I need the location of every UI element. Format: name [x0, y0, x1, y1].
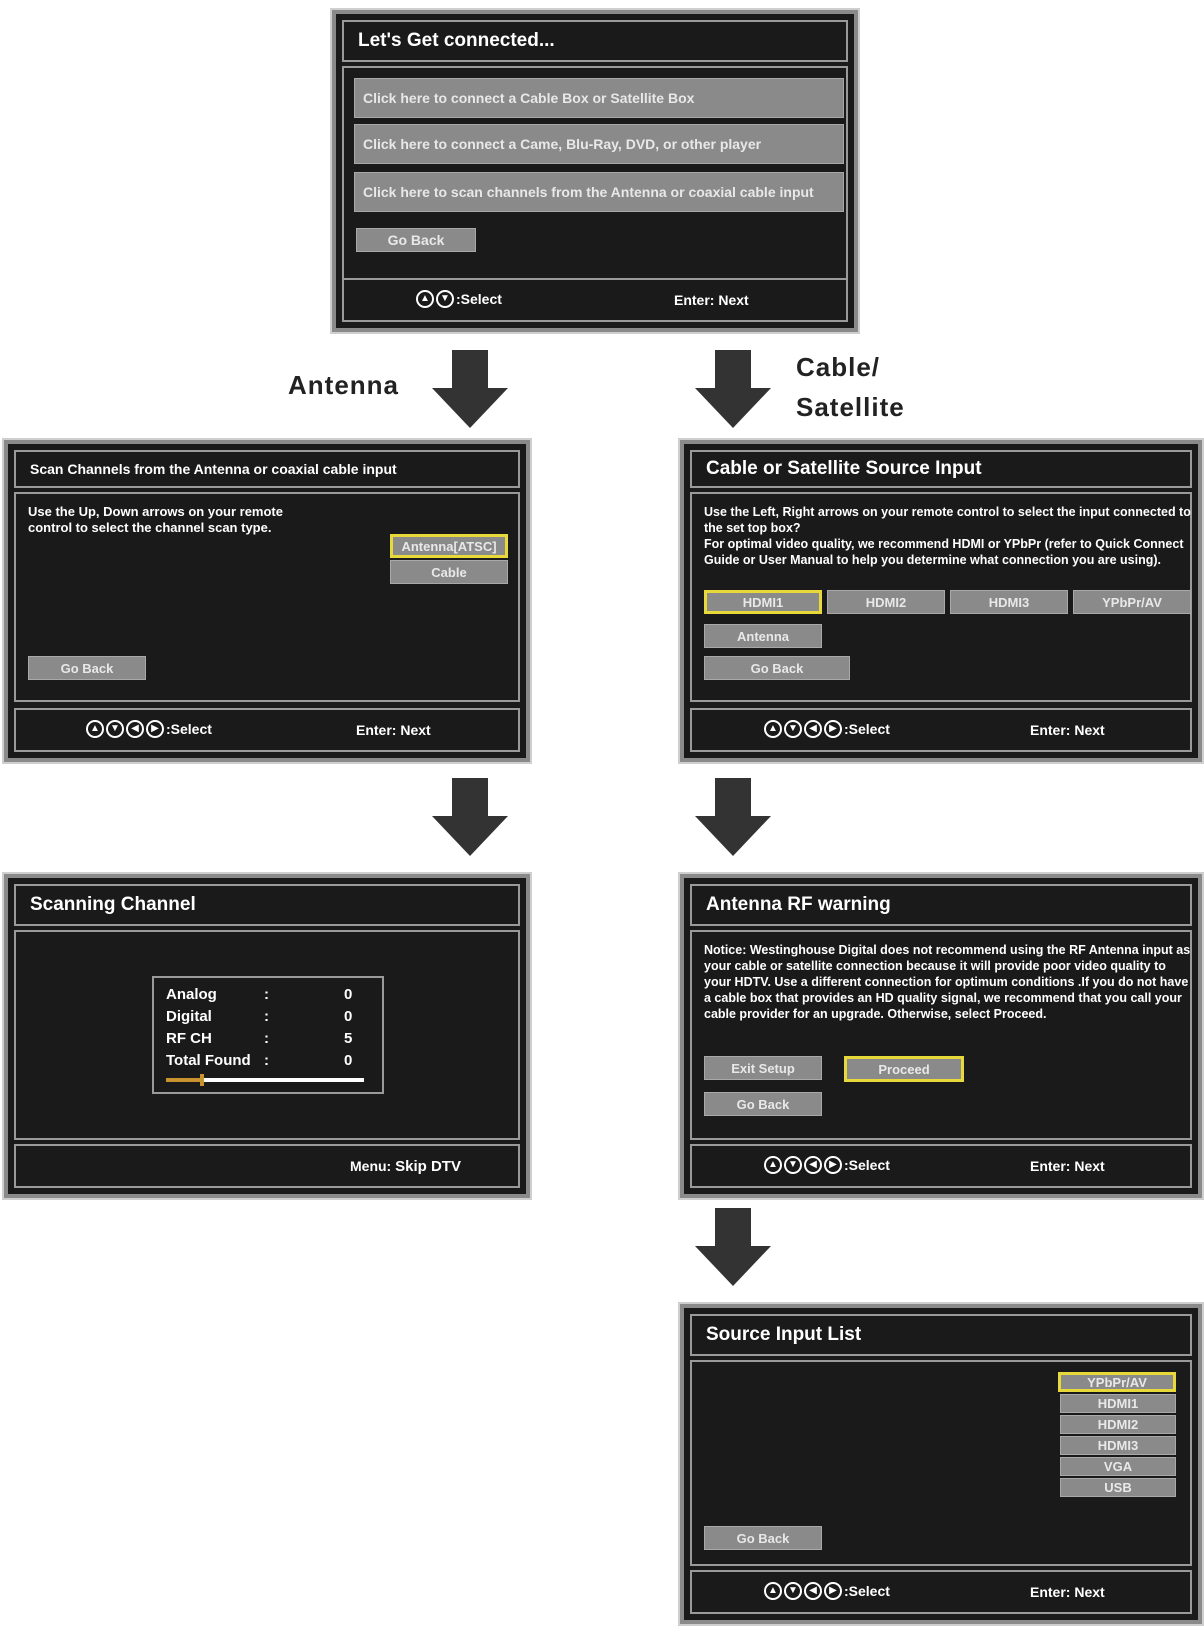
hdmi1-option[interactable]: HDMI1 [704, 590, 822, 614]
up-arrow-icon: ▲ [764, 1582, 782, 1600]
scan-row-label: RF CH [166, 1030, 212, 1047]
up-arrow-icon: ▲ [86, 720, 104, 738]
screen-body [690, 930, 1192, 1140]
screen-footer [14, 1144, 520, 1188]
antenna-atsc-option[interactable]: Antenna[ATSC] [390, 534, 508, 558]
antenna-option[interactable]: Antenna [704, 624, 822, 648]
instructions-text: Use the Up, Down arrows on your remote control to select the channel scan type. [28, 504, 283, 535]
skip-dtv-label: Skip DTV [395, 1158, 461, 1175]
scan-row-label: Analog [166, 986, 217, 1003]
screen-title: Cable or Satellite Source Input [690, 450, 1192, 488]
screen-body [14, 492, 520, 702]
screen-footer [690, 1144, 1192, 1188]
select-hint [416, 290, 502, 308]
notice-text: Notice: Westinghouse Digital does not recommend using the RF Antenna input as your cable or satellite connection because it will provide poor video quality to your HDTV. Use a different connection for optimum conditions .If you do not have a cable box that provides an HD quality signal, we recommend that you call your cable provider for an upgrade. Otherwise, select Proceed. [704, 943, 1191, 1021]
go-back-button[interactable]: Go Back [704, 656, 850, 680]
screen-cable-satellite-source [680, 440, 1202, 762]
connect-cable-box-button[interactable]: Click here to connect a Cable Box or Satellite Box [354, 78, 844, 118]
screen-title: Scan Channels from the Antenna or coaxial cable input [14, 450, 520, 488]
scan-row [166, 1008, 366, 1028]
hdmi2-option[interactable]: HDMI2 [827, 590, 945, 614]
right-arrow-icon: ▶ [146, 720, 164, 738]
left-arrow-icon: ◀ [804, 720, 822, 738]
up-arrow-icon: ▲ [764, 720, 782, 738]
instructions-text-1: Use the Left, Right arrows on your remote control to select the input connected to the set top box? [704, 505, 1191, 535]
cable-label-line1: Cable/ [796, 352, 881, 382]
scan-row-sep: : [264, 1008, 269, 1025]
scan-results-box [152, 976, 384, 1094]
antenna-label: Antenna [288, 370, 399, 400]
scan-row-sep: : [264, 1030, 269, 1047]
scan-row-value: 5 [344, 1030, 353, 1047]
scan-progress-bar [166, 1078, 364, 1082]
scan-row-sep: : [264, 1052, 269, 1069]
arrow-down-cable [693, 350, 773, 430]
screen-body [342, 66, 848, 280]
scan-progress-knob [200, 1074, 204, 1086]
screen-title: Antenna RF warning [690, 884, 1192, 926]
source-item-ypbpr-av[interactable]: YPbPr/AV [1058, 1372, 1176, 1392]
select-label: :Select [166, 721, 212, 737]
menu-skip-hint [350, 1158, 461, 1175]
scan-row [166, 1052, 366, 1072]
screen-footer [14, 708, 520, 752]
screen-body [14, 930, 520, 1140]
select-label: :Select [844, 1157, 890, 1173]
source-item-usb[interactable]: USB [1060, 1478, 1176, 1497]
select-label: :Select [456, 291, 502, 307]
right-arrow-icon: ▶ [824, 1156, 842, 1174]
scan-row [166, 986, 366, 1006]
enter-next-label: Enter: Next [356, 722, 431, 738]
exit-setup-button[interactable]: Exit Setup [704, 1056, 822, 1080]
scan-progress-fill [166, 1078, 202, 1082]
instructions-text-2: For optimal video quality, we recommend HDMI or YPbPr (refer to Quick Connect Guide or User Manual to help you determine what connection you are using). [704, 537, 1184, 567]
screen-footer [690, 708, 1192, 752]
arrow-down-warning [693, 778, 773, 858]
select-hint [764, 1582, 890, 1600]
select-label: :Select [844, 1583, 890, 1599]
screen-source-input-list [680, 1304, 1202, 1624]
scan-row-sep: : [264, 986, 269, 1003]
screen-footer [342, 278, 848, 322]
connect-player-button[interactable]: Click here to connect a Came, Blu-Ray, DVD, or other player [354, 124, 844, 164]
cable-label-line2: Satellite [796, 392, 905, 422]
right-arrow-icon: ▶ [824, 1582, 842, 1600]
source-item-hdmi3[interactable]: HDMI3 [1060, 1436, 1176, 1455]
select-hint [764, 720, 890, 738]
screen-body [690, 492, 1192, 702]
arrow-down-source-list [693, 1208, 773, 1288]
screen-antenna-rf-warning [680, 874, 1202, 1198]
cable-option[interactable]: Cable [390, 560, 508, 584]
screen-scan-channels [4, 440, 530, 762]
go-back-button[interactable]: Go Back [704, 1092, 822, 1116]
hdmi3-option[interactable]: HDMI3 [950, 590, 1068, 614]
select-hint [86, 720, 212, 738]
menu-label: Menu: [350, 1158, 392, 1174]
scan-row-value: 0 [344, 1008, 353, 1025]
go-back-button[interactable]: Go Back [28, 656, 146, 680]
right-arrow-icon: ▶ [824, 720, 842, 738]
select-hint [764, 1156, 890, 1174]
enter-next-label: Enter: Next [1030, 722, 1105, 738]
down-arrow-icon: ▼ [784, 1156, 802, 1174]
down-arrow-icon: ▼ [436, 290, 454, 308]
scan-antenna-button[interactable]: Click here to scan channels from the Antenna or coaxial cable input [354, 172, 844, 212]
enter-next-label: Enter: Next [1030, 1158, 1105, 1174]
go-back-button[interactable]: Go Back [356, 228, 476, 252]
down-arrow-icon: ▼ [784, 1582, 802, 1600]
screen-footer [690, 1570, 1192, 1614]
scan-row-value: 0 [344, 986, 353, 1003]
proceed-button[interactable]: Proceed [844, 1056, 964, 1082]
source-item-hdmi1[interactable]: HDMI1 [1060, 1394, 1176, 1413]
scan-row-label: Total Found [166, 1052, 251, 1069]
enter-next-label: Enter: Next [674, 292, 749, 308]
scan-row-label: Digital [166, 1008, 212, 1025]
screen-title: Scanning Channel [14, 884, 520, 926]
screen-title: Let's Get connected... [342, 20, 848, 62]
enter-next-label: Enter: Next [1030, 1584, 1105, 1600]
go-back-button[interactable]: Go Back [704, 1526, 822, 1550]
scan-row-value: 0 [344, 1052, 353, 1069]
left-arrow-icon: ◀ [804, 1156, 822, 1174]
screen-lets-get-connected [332, 10, 858, 332]
down-arrow-icon: ▼ [784, 720, 802, 738]
scan-row [166, 1030, 366, 1050]
screen-title: Source Input List [690, 1314, 1192, 1356]
select-label: :Select [844, 721, 890, 737]
source-item-hdmi2[interactable]: HDMI2 [1060, 1415, 1176, 1434]
left-arrow-icon: ◀ [804, 1582, 822, 1600]
source-item-vga[interactable]: VGA [1060, 1457, 1176, 1476]
arrow-down-scan [430, 778, 510, 858]
screen-scanning-channel [4, 874, 530, 1198]
up-arrow-icon: ▲ [416, 290, 434, 308]
up-arrow-icon: ▲ [764, 1156, 782, 1174]
left-arrow-icon: ◀ [126, 720, 144, 738]
ypbpr-av-option[interactable]: YPbPr/AV [1073, 590, 1191, 614]
down-arrow-icon: ▼ [106, 720, 124, 738]
screen-body [690, 1360, 1192, 1566]
arrow-down-antenna [430, 350, 510, 430]
